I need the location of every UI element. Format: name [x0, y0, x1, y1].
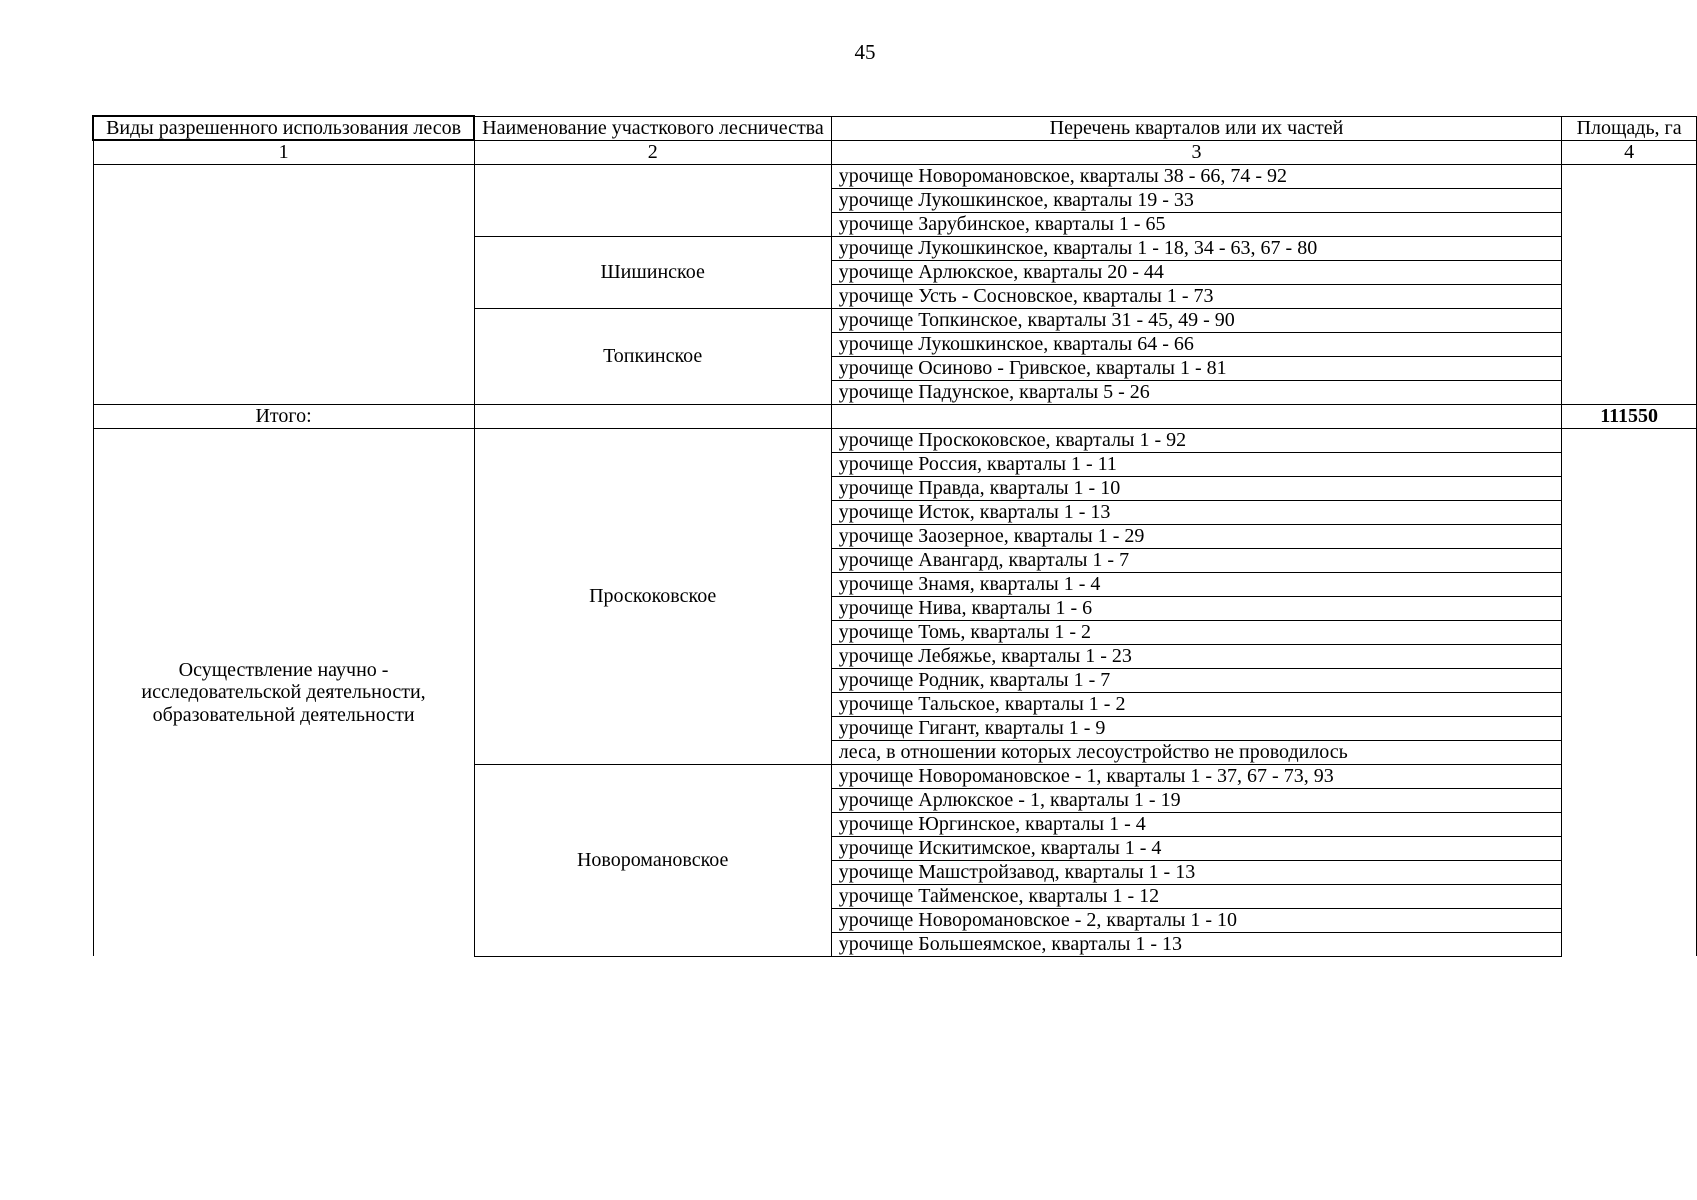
- quarter-cell: урочище Нива, кварталы 1 - 6: [831, 596, 1561, 620]
- forestry-name-topkinskoe: Топкинское: [474, 308, 831, 404]
- total-empty-cell: [474, 404, 831, 428]
- quarter-cell: урочище Машстройзавод, кварталы 1 - 13: [831, 860, 1561, 884]
- header-area: Площадь, га: [1562, 116, 1697, 140]
- quarter-cell: урочище Гигант, кварталы 1 - 9: [831, 716, 1561, 740]
- page-number: 45: [854, 40, 876, 64]
- use-type-research: Осуществление научно - исследовательской деятельности, образовательной деятельности: [93, 428, 474, 956]
- forestry-cell: [474, 164, 831, 236]
- total-row: [93, 404, 1697, 428]
- quarter-cell: урочище Проскоковское, кварталы 1 - 92: [831, 428, 1561, 452]
- quarter-cell: урочище Заозерное, кварталы 1 - 29: [831, 524, 1561, 548]
- quarter-cell: урочище Лукошкинское, кварталы 19 - 33: [831, 188, 1561, 212]
- quarter-cell: урочище Искитимское, кварталы 1 - 4: [831, 836, 1561, 860]
- column-number: 4: [1562, 140, 1697, 164]
- table-row: [93, 164, 1697, 188]
- forestry-name-shishinskoe: Шишинское: [474, 236, 831, 308]
- quarter-cell: урочище Лебяжье, кварталы 1 - 23: [831, 644, 1561, 668]
- header-quarters-list: Перечень кварталов или их частей: [831, 116, 1561, 140]
- quarter-cell: урочище Россия, кварталы 1 - 11: [831, 452, 1561, 476]
- quarter-cell: урочище Зарубинское, кварталы 1 - 65: [831, 212, 1561, 236]
- quarter-cell: урочище Родник, кварталы 1 - 7: [831, 668, 1561, 692]
- area-cell: [1562, 164, 1697, 404]
- quarter-cell: урочище Новоромановское - 2, кварталы 1 - 10: [831, 908, 1561, 932]
- quarter-cell: урочище Усть - Сосновское, кварталы 1 - 73: [831, 284, 1561, 308]
- forestry-name-proskokovskoe: Проскоковское: [474, 428, 831, 764]
- quarter-cell: урочище Лукошкинское, кварталы 64 - 66: [831, 332, 1561, 356]
- quarter-cell: урочище Осиново - Гривское, кварталы 1 - 81: [831, 356, 1561, 380]
- quarter-cell: урочище Тальское, кварталы 1 - 2: [831, 692, 1561, 716]
- quarter-cell: урочище Арлюкское - 1, кварталы 1 - 19: [831, 788, 1561, 812]
- total-empty-cell: [831, 404, 1561, 428]
- total-area: 111550: [1562, 404, 1697, 428]
- column-number: 3: [831, 140, 1561, 164]
- quarter-cell: урочище Юргинское, кварталы 1 - 4: [831, 812, 1561, 836]
- quarter-cell: урочище Новоромановское - 1, кварталы 1 - 37, 67 - 73, 93: [831, 764, 1561, 788]
- quarter-cell: урочище Лукошкинское, кварталы 1 - 18, 34 - 63, 67 - 80: [831, 236, 1561, 260]
- area-cell: [1562, 428, 1697, 956]
- forest-use-table: [92, 115, 1697, 957]
- quarter-cell: урочище Исток, кварталы 1 - 13: [831, 500, 1561, 524]
- quarter-cell: урочище Падунское, кварталы 5 - 26: [831, 380, 1561, 404]
- column-number-row: [93, 140, 1697, 164]
- header-use-type: Виды разрешенного использования лесов: [93, 116, 474, 140]
- table-header-row: [93, 116, 1697, 140]
- quarter-cell: урочище Арлюкское, кварталы 20 - 44: [831, 260, 1561, 284]
- table-row: [93, 428, 1697, 452]
- quarter-cell: урочище Правда, кварталы 1 - 10: [831, 476, 1561, 500]
- quarter-cell: урочище Знамя, кварталы 1 - 4: [831, 572, 1561, 596]
- header-forestry-name: Наименование участкового лесничества: [474, 116, 831, 140]
- quarter-cell: леса, в отношении которых лесоустройство не проводилось: [831, 740, 1561, 764]
- quarter-cell: урочище Тайменское, кварталы 1 - 12: [831, 884, 1561, 908]
- forestry-name-novoromanovskoe: Новоромановское: [474, 764, 831, 956]
- total-label: Итого:: [93, 404, 474, 428]
- column-number: 1: [93, 140, 474, 164]
- quarter-cell: урочище Томь, кварталы 1 - 2: [831, 620, 1561, 644]
- quarter-cell: урочище Новоромановское, кварталы 38 - 66, 74 - 92: [831, 164, 1561, 188]
- column-number: 2: [474, 140, 831, 164]
- use-type-cell: [93, 164, 474, 404]
- quarter-cell: урочище Большеямское, кварталы 1 - 13: [831, 932, 1561, 956]
- quarter-cell: урочище Топкинское, кварталы 31 - 45, 49 - 90: [831, 308, 1561, 332]
- quarter-cell: урочище Авангард, кварталы 1 - 7: [831, 548, 1561, 572]
